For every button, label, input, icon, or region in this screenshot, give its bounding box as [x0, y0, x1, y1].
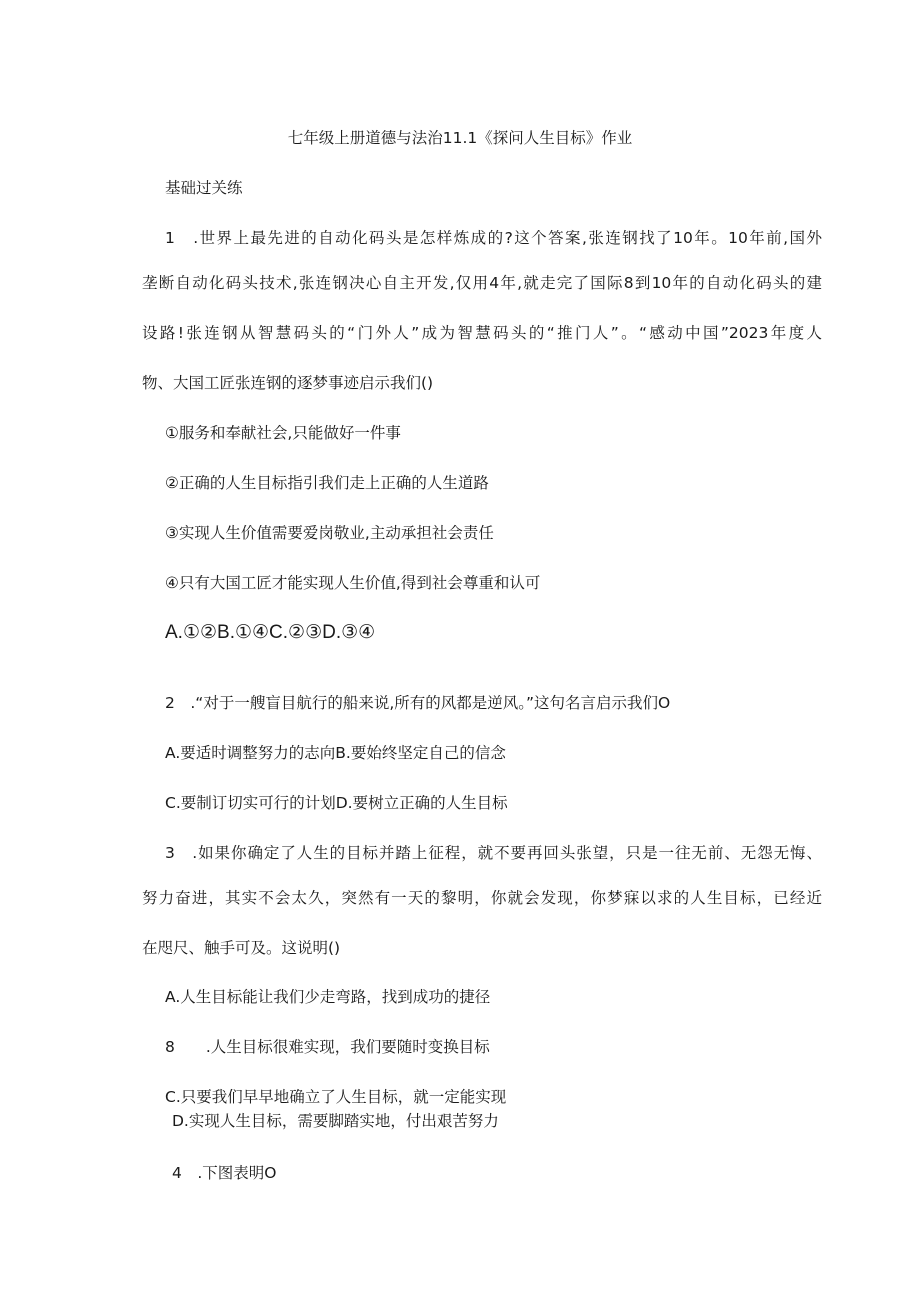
section-heading: 基础过关练	[165, 179, 243, 197]
q1-line-2: 垄断自动化码头技术,张连钢决心自主开发,仅用4年,就走完了国际8到10年的自动化码头的建	[142, 274, 822, 292]
q1-options: A.①②B.①④C.②③D.③④	[165, 622, 376, 643]
q1-statement-3: ③实现人生价值需要爱岗敬业,主动承担社会责任	[165, 524, 494, 542]
q1-line-4: 物、大国工匠张连钢的逐梦事迹启示我们()	[142, 374, 434, 392]
document-title: 七年级上册道德与法治11.1《探问人生目标》作业	[287, 129, 633, 147]
q1-statement-1: ①服务和奉献社会,只能做好一件事	[165, 424, 401, 442]
q1-line-3: 设路!张连钢从智慧码头的“门外人”成为智慧码头的“推门人”。“感动中国”2023年度人	[142, 324, 822, 342]
q3-option-d: D.实现人生目标，需要脚踏实地，付出艰苦努力	[172, 1112, 499, 1130]
q3-line-2: 努力奋进，其实不会太久，突然有一天的黎明，你就会发现，你梦寐以求的人生目标，已经近	[142, 889, 822, 907]
q1-statement-2: ②正确的人生目标指引我们走上正确的人生道路	[165, 474, 489, 492]
q1-line-1: 1 .世界上最先进的自动化码头是怎样炼成的?这个答案,张连钢找了10年。10年前,国外	[165, 229, 822, 247]
q2-options-2: C.要制订切实可行的计划D.要树立正确的人生目标	[165, 794, 508, 812]
q4-stem: 4 .下图表明O	[172, 1164, 277, 1182]
q1-statement-4: ④只有大国工匠才能实现人生价值,得到社会尊重和认可	[165, 574, 541, 592]
q3-line-3: 在咫尺、触手可及。这说明()	[142, 939, 341, 957]
q2-options-1: A.要适时调整努力的志向B.要始终坚定自己的信念	[165, 744, 506, 762]
q3-option-b: 8 .人生目标很难实现，我们要随时变换目标	[165, 1038, 490, 1056]
q3-line-1: 3 .如果你确定了人生的目标并踏上征程，就不要再回头张望，只是一往无前、无怨无悔、	[165, 844, 822, 862]
q3-option-a: A.人生目标能让我们少走弯路，找到成功的捷径	[165, 988, 491, 1006]
q3-option-c: C.只要我们早早地确立了人生目标，就一定能实现	[165, 1088, 507, 1106]
q2-stem: 2 .“对于一艘盲目航行的船来说,所有的风都是逆风。”这句名言启示我们O	[165, 694, 671, 712]
